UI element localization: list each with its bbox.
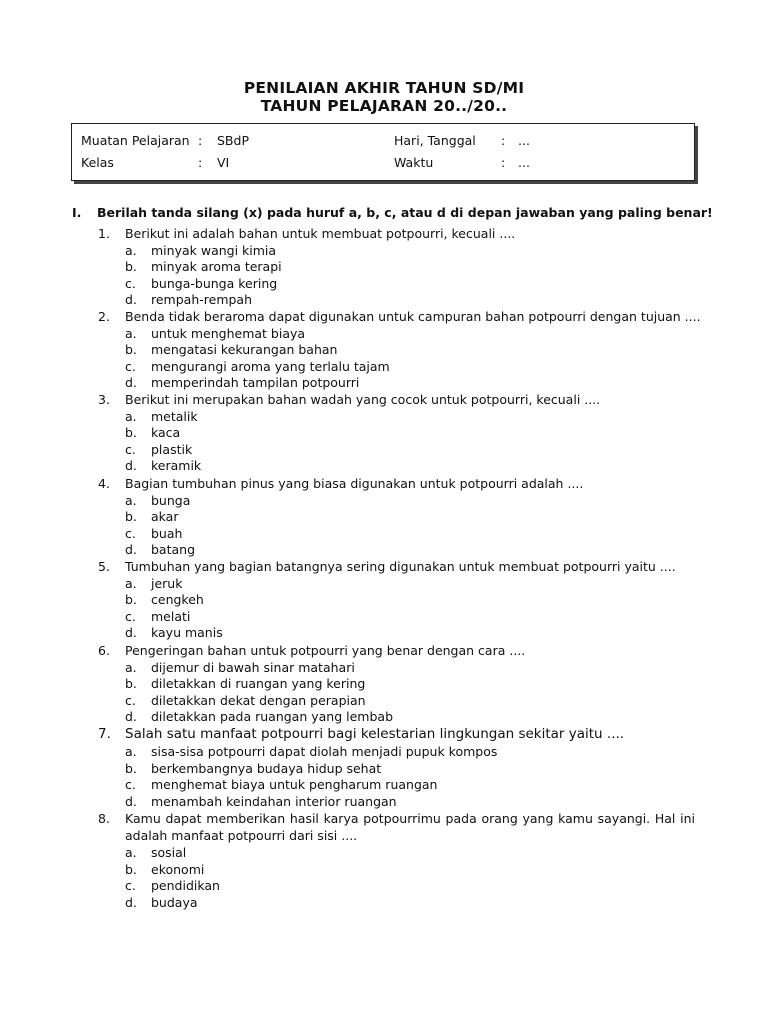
option-letter: b. [125,509,137,525]
question-text: Bagian tumbuhan pinus yang biasa digunakan untuk potpourri adalah .... [125,476,584,491]
question-number: 3. [98,392,110,407]
option-letter: c. [125,525,136,541]
class-value: VI [217,155,230,170]
option-b[interactable] [98,342,698,359]
option-letter: d. [125,793,137,809]
option-text: metalik [151,408,198,424]
option-d[interactable] [98,794,698,811]
option-text: plastik [151,441,193,457]
option-text: minyak wangi kimia [151,242,277,258]
option-letter: c. [125,878,136,894]
option-letter: d. [125,894,137,910]
option-text: memperindah tampilan potpourri [151,375,360,391]
option-letter: d. [125,542,137,558]
option-text: pendidikan [151,878,220,894]
date-label: Hari, Tanggal [394,133,476,148]
question-number: 4. [98,476,110,491]
option-text: jeruk [151,575,183,591]
option-letter: b. [125,861,137,877]
date-separator: : [501,133,506,148]
option-letter: a. [125,325,137,341]
option-a[interactable] [98,744,698,761]
option-text: kaca [151,425,181,441]
option-letter: a. [125,408,137,424]
option-text: diletakkan dekat dengan perapian [151,692,366,708]
option-a[interactable] [98,409,698,426]
option-b[interactable] [98,425,698,442]
option-text: cengkeh [151,592,204,608]
option-letter: a. [125,845,137,860]
option-d[interactable] [98,375,698,392]
question-number: 6. [98,643,110,658]
option-c[interactable] [98,359,698,376]
option-b[interactable] [98,592,698,609]
option-text: ekonomi [151,861,205,877]
option-letter: a. [125,575,137,591]
option-text: berkembangnya budaya hidup sehat [151,760,382,776]
question-text: Pengeringan bahan untuk potpourri yang benar dengan cara .... [125,643,526,658]
option-text: bunga [151,492,191,508]
time-value: ... [518,155,530,170]
question-number: 8. [98,811,110,826]
option-b[interactable] [98,259,698,276]
option-text: buah [151,525,183,541]
option-c[interactable] [98,526,698,543]
option-text: diletakkan di ruangan yang kering [151,676,366,692]
option-d[interactable] [98,542,698,559]
option-text: diletakkan pada ruangan yang lembab [151,709,393,725]
option-letter: b. [125,592,137,608]
option-text: melati [151,608,191,624]
class-label: Kelas [81,155,114,170]
option-letter: b. [125,342,137,358]
option-text: sisa-sisa potpourri dapat diolah menjadi pupuk kompos [151,744,498,759]
question-text: Kamu dapat memberikan hasil karya potpourrimu pada orang yang kamu sayangi. Hal ini adalah manfaat potpourri dari sisi .... [125,811,695,843]
option-text: minyak aroma terapi [151,259,282,275]
option-letter: c. [125,275,136,291]
option-text: bunga-bunga kering [151,275,278,291]
option-letter: d. [125,375,137,391]
option-c[interactable] [98,878,698,895]
option-text: menambah keindahan interior ruangan [151,793,397,809]
question-text: Benda tidak beraroma dapat digunakan untuk campuran bahan potpourri dengan tujuan .... [125,309,701,324]
option-letter: c. [125,358,136,374]
class-separator: : [198,155,203,170]
option-letter: c. [125,777,136,793]
option-d[interactable] [98,292,698,309]
option-d[interactable] [98,895,698,912]
option-letter: d. [125,292,137,308]
option-letter: d. [125,458,137,474]
option-c[interactable] [98,693,698,710]
option-a[interactable] [98,493,698,510]
option-letter: a. [125,744,137,759]
question-text: Berikut ini merupakan bahan wadah yang cocok untuk potpourri, kecuali .... [125,392,601,407]
option-b[interactable] [98,761,698,778]
option-a[interactable] [98,576,698,593]
option-c[interactable] [98,276,698,293]
option-c[interactable] [98,442,698,459]
option-letter: b. [125,425,137,441]
option-b[interactable] [98,676,698,693]
option-letter: b. [125,676,137,692]
option-letter: c. [125,692,136,708]
option-d[interactable] [98,458,698,475]
subject-separator: : [198,133,203,148]
exam-title: PENILAIAN AKHIR TAHUN SD/MI [243,79,525,97]
question-number: 5. [98,559,110,574]
question-text: Berikut ini adalah bahan untuk membuat potpourri, kecuali .... [125,226,516,241]
option-a[interactable] [98,660,698,677]
option-letter: a. [125,242,137,258]
option-letter: d. [125,709,137,725]
option-letter: a. [125,492,137,508]
option-letter: c. [125,441,136,457]
option-d[interactable] [98,625,698,642]
option-text: rempah-rempah [151,292,253,308]
option-c[interactable] [98,609,698,626]
option-text: kayu manis [151,625,223,641]
option-text: untuk menghemat biaya [151,325,306,341]
option-a[interactable] [98,326,698,343]
question-number: 1. [98,226,110,241]
time-label: Waktu [394,155,434,170]
option-text: akar [151,509,179,525]
exam-info-box [71,123,695,181]
option-letter: d. [125,625,137,641]
option-text: mengatasi kekurangan bahan [151,342,338,358]
subject-label: Muatan Pelajaran [81,133,190,148]
option-text: mengurangi aroma yang terlalu tajam [151,358,390,374]
date-value: ... [518,133,530,148]
exam-year: TAHUN PELAJARAN 20../20.. [260,97,508,115]
option-letter: c. [125,608,136,624]
option-text: keramik [151,458,202,474]
option-a[interactable] [98,243,698,260]
option-text: menghemat biaya untuk pengharum ruangan [151,777,438,793]
option-letter: b. [125,259,137,275]
section-number: I. [72,205,82,220]
question-text: Tumbuhan yang bagian batangnya sering digunakan untuk membuat potpourri yaitu .... [125,559,676,574]
time-separator: : [501,155,506,170]
subject-value: SBdP [217,133,249,148]
option-b[interactable] [98,862,698,879]
option-letter: b. [125,760,137,776]
option-text: sosial [151,845,187,860]
option-d[interactable] [98,709,698,726]
question-number: 7. [98,726,111,742]
question-number: 2. [98,309,110,324]
option-a[interactable] [98,845,698,862]
option-text: budaya [151,894,198,910]
section-instruction: Berilah tanda silang (x) pada huruf a, b, c, atau d di depan jawaban yang paling benar! [97,205,713,220]
option-c[interactable] [98,777,698,794]
option-letter: a. [125,659,137,675]
option-text: batang [151,542,196,558]
option-b[interactable] [98,509,698,526]
option-text: dijemur di bawah sinar matahari [151,659,355,675]
question-text: Salah satu manfaat potpourri bagi kelestarian lingkungan sekitar yaitu .... [125,726,625,742]
